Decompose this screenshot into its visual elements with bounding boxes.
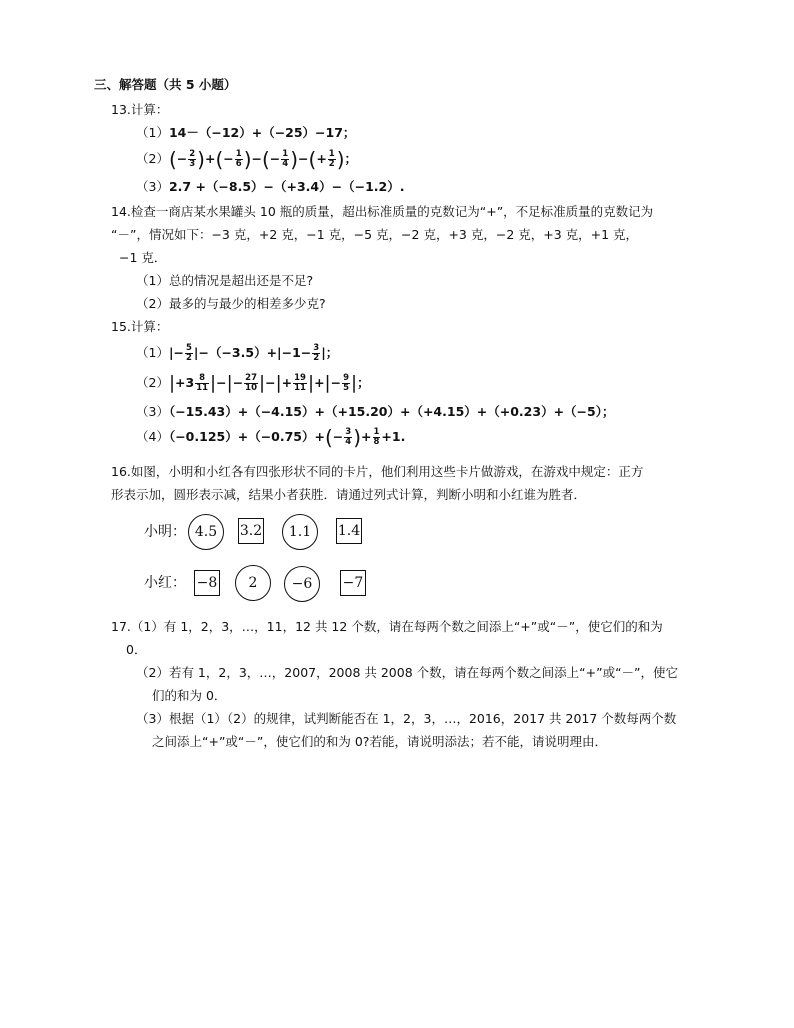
fraction xyxy=(185,344,193,363)
numerator: 9 xyxy=(343,373,350,383)
denominator: 10 xyxy=(245,383,258,393)
question-text: 如图，小明和小红各有四张形状不同的卡片，他们利用这些卡片做游戏，在游戏中规定：正方 xyxy=(130,464,644,479)
part-label: （2） xyxy=(136,375,169,390)
q15-part-2 xyxy=(136,370,370,396)
numerator: 1 xyxy=(235,149,242,159)
numerator: 8 xyxy=(195,374,209,384)
denominator: 11 xyxy=(294,383,306,393)
xiaoming-card-square: 1.4 xyxy=(336,518,362,544)
paren-close: ) xyxy=(353,425,362,450)
abs-bar: | xyxy=(168,372,176,394)
question-number: 16. xyxy=(111,464,131,479)
denominator: 11 xyxy=(196,383,209,393)
q15-part-3 xyxy=(136,403,614,421)
part-label: （4） xyxy=(136,429,169,444)
q14-line-3: −1 克． xyxy=(119,250,167,265)
q17-part-1-line-1 xyxy=(111,618,663,636)
denominator: 4 xyxy=(345,437,352,447)
q17-part-2-line-2: 们的和为 0． xyxy=(152,688,227,703)
paren-close: ) xyxy=(336,147,345,172)
q16-line-2: 形表示加，圆形表示减，结果小者获胜．请通过列式计算，判断小明和小红谁为胜者． xyxy=(111,487,587,502)
abs-bar: | xyxy=(275,372,282,394)
question-prompt: 计算： xyxy=(130,319,169,334)
math-text: +1. xyxy=(381,429,406,444)
denominator: 2 xyxy=(328,159,335,169)
question-number: 13. xyxy=(111,102,131,117)
q17-part-1-line-2: 0． xyxy=(126,642,147,657)
q17-part-3-line-2: 之间添上“+”或“－”，使它们的和为 0?若能，请说明添法；若不能，请说明理由． xyxy=(152,734,607,749)
paren-open: ( xyxy=(261,147,270,172)
denominator: 8 xyxy=(373,437,380,447)
question-number: 14. xyxy=(111,204,131,219)
math-text: +3 xyxy=(175,375,195,390)
numerator: 3 xyxy=(313,343,320,353)
xiaohong-card-square: −7 xyxy=(340,570,366,596)
question-prompt: 计算： xyxy=(130,102,169,117)
fraction xyxy=(188,150,196,169)
minus-sign: − xyxy=(232,375,244,390)
numerator: 3 xyxy=(345,427,352,437)
abs-bar: | xyxy=(307,372,315,394)
operator: + xyxy=(361,429,372,444)
numerator: 1 xyxy=(373,427,380,437)
minus-sign: − xyxy=(269,151,281,166)
q14-sub-2: （2）最多的与最少的相差多少克? xyxy=(136,296,326,311)
xiaoming-card-square: 3.2 xyxy=(238,518,264,544)
operator: − xyxy=(298,151,309,166)
math-expression: 2.7 +（−8.5）−（+3.4）−（−1.2）. xyxy=(168,179,405,194)
numerator: 1 xyxy=(328,149,335,159)
xiaoming-card-circle: 1.1 xyxy=(282,514,318,550)
q15-part-1 xyxy=(136,340,338,366)
math-expression: （−15.43）+（−4.15）+（+15.20）+（+4.15）+（+0.23）+（−5）； xyxy=(168,404,615,419)
fraction xyxy=(328,150,336,169)
q13-part-3 xyxy=(136,178,404,196)
minus-sign: − xyxy=(176,151,188,166)
punctuation: ； xyxy=(357,375,370,390)
minus-sign: − xyxy=(332,429,344,444)
math-expression: 14－（−12）+（−25）−17； xyxy=(168,125,356,140)
paren-open: ( xyxy=(215,147,224,172)
operator: + xyxy=(204,151,216,166)
q14-line-2: “－”，情况如下：−3 克，+2 克，−1 克，−5 克，−2 克，+3 克，−2 克，+3 克，+1 克， xyxy=(111,227,639,242)
question-text: 检查一商店某水果罐头 10 瓶的质量，超出标准质量的克数记为“+”，不足标准质量的克数记为 xyxy=(130,204,654,219)
question-13-title xyxy=(111,101,168,119)
math-text: |− xyxy=(168,345,184,360)
numerator: 27 xyxy=(245,373,258,383)
math-text: （−0.125）+（−0.75）+ xyxy=(168,429,325,444)
denominator: 3 xyxy=(189,159,196,169)
xiaoming-label: 小明： xyxy=(144,524,186,540)
paren-open: ( xyxy=(168,147,177,172)
q16-line-1 xyxy=(111,463,643,481)
abs-bar: | xyxy=(210,372,217,394)
operator: − xyxy=(265,375,276,390)
part-label: （1） xyxy=(136,125,169,140)
abs-bar: | xyxy=(324,372,331,394)
minus-sign: − xyxy=(330,375,342,390)
operator: + xyxy=(314,375,325,390)
paren-close: ) xyxy=(243,147,252,172)
paren-close: ) xyxy=(290,147,299,172)
abs-bar: | xyxy=(259,372,266,394)
denominator: 2 xyxy=(313,353,320,363)
math-text: |； xyxy=(321,345,339,360)
fraction xyxy=(373,428,381,447)
fraction xyxy=(195,374,209,393)
part-label: （3） xyxy=(136,404,169,419)
question-text: （1）有 1，2，3，…，11，12 共 12 个数，请在每两个数之间添上“+”或“－”，使它们的和为 xyxy=(130,619,663,634)
q13-part-2 xyxy=(136,146,357,172)
q17-part-2-line-1: （2）若有 1，2，3，…，2007，2008 共 2008 个数，请在每两个数之间添上“+”或“－”，使它 xyxy=(136,665,679,680)
xiaohong-label: 小红： xyxy=(144,575,186,591)
xiaohong-card-square: −8 xyxy=(194,570,220,596)
section-title: 三、解答题（共 5 小题） xyxy=(94,77,237,92)
part-label: （1） xyxy=(136,345,169,360)
question-15-title xyxy=(111,318,168,336)
operator: − xyxy=(216,375,227,390)
denominator: 4 xyxy=(282,159,289,169)
fraction xyxy=(293,374,307,393)
fraction xyxy=(344,428,352,447)
fraction xyxy=(312,344,320,363)
abs-bar: | xyxy=(351,372,358,394)
plus-sign: + xyxy=(281,375,293,390)
numerator: 5 xyxy=(186,343,192,353)
numerator: 2 xyxy=(189,149,196,159)
paren-close: ) xyxy=(197,147,205,172)
question-number: 15. xyxy=(111,319,131,334)
punctuation: ； xyxy=(344,151,358,166)
plus-sign: + xyxy=(316,151,327,166)
fraction xyxy=(244,374,258,393)
xiaohong-card-circle: 2 xyxy=(235,565,271,601)
operator: − xyxy=(251,151,262,166)
minus-sign: − xyxy=(223,151,234,166)
part-label: （3） xyxy=(136,179,169,194)
fraction xyxy=(342,374,350,393)
xiaohong-card-circle: −6 xyxy=(284,566,320,602)
q13-part-1 xyxy=(136,124,355,142)
paren-open: ( xyxy=(324,425,333,450)
fraction xyxy=(281,150,289,169)
fraction xyxy=(235,150,243,169)
numerator: 19 xyxy=(294,373,306,383)
math-text: |−（−3.5）+|−1− xyxy=(193,345,312,360)
numerator: 1 xyxy=(282,149,289,159)
q14-line-1 xyxy=(111,203,653,221)
denominator: 6 xyxy=(235,159,242,169)
denominator: 2 xyxy=(186,353,192,363)
denominator: 5 xyxy=(343,383,350,393)
abs-bar: | xyxy=(226,372,233,394)
q14-sub-1: （1）总的情况是超出还是不足? xyxy=(136,273,314,288)
q15-part-4 xyxy=(136,424,405,450)
q17-part-3-line-1: （3）根据（1）（2）的规律，试判断能否在 1，2，3，…，2016，2017 共 2017 个数每两个数 xyxy=(136,711,677,726)
xiaoming-card-circle: 4.5 xyxy=(188,514,224,550)
question-number: 17. xyxy=(111,619,131,634)
part-label: （2） xyxy=(136,151,169,166)
paren-open: ( xyxy=(308,147,317,172)
